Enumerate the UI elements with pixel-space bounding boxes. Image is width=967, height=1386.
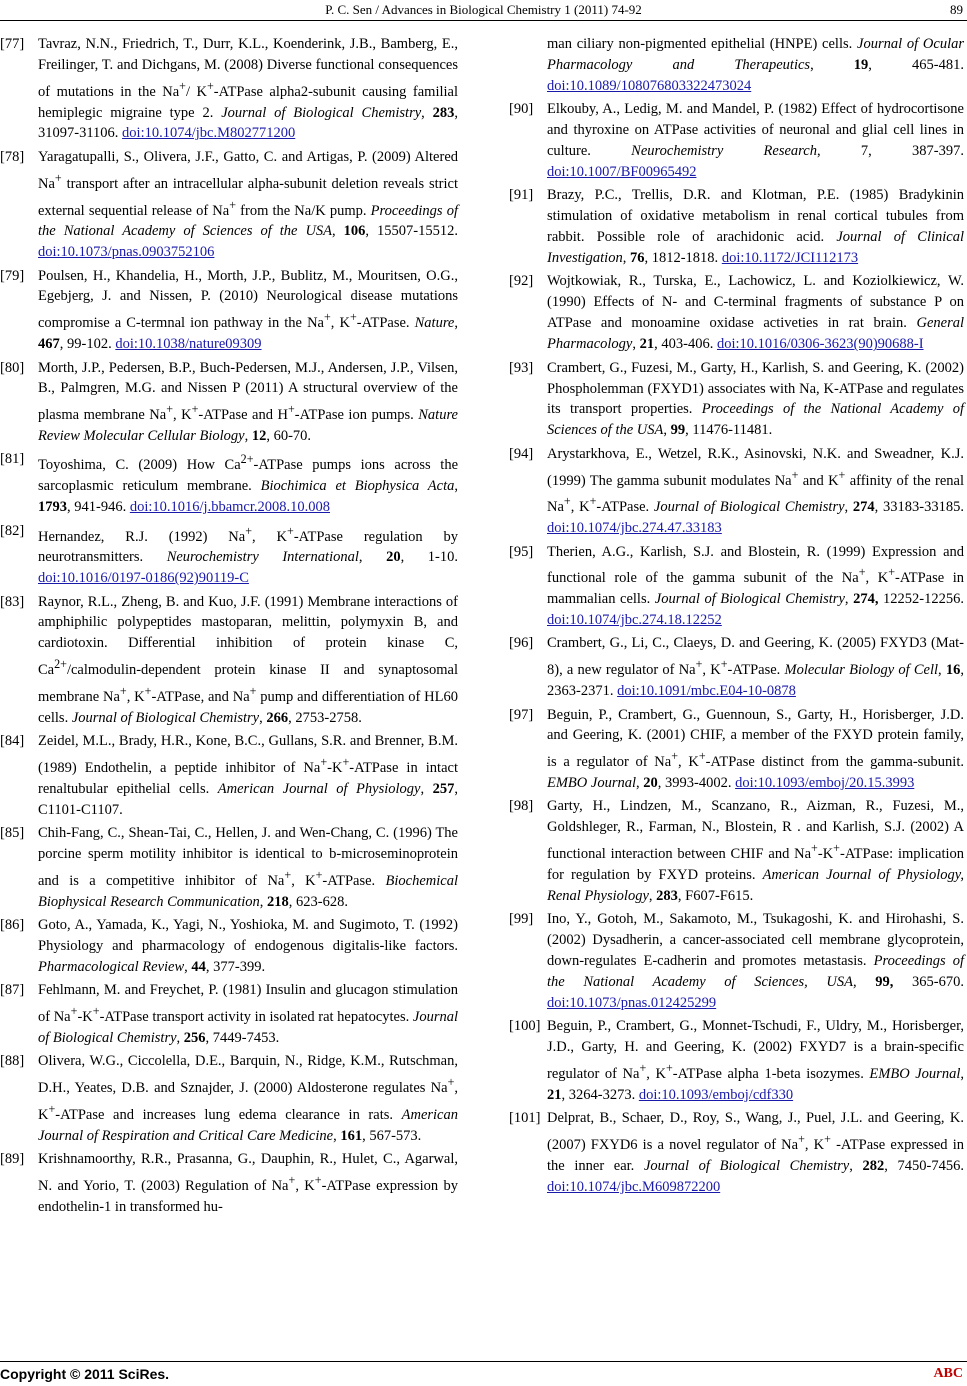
reference-text: Krishnamoorthy, R.R., Prasanna, G., Dauphin, R., Hulet, C., Agarwal, N. and Yorio, T. (2003) Regulation of Na+, K+-ATPase expression by endothelin-1 in transformed hu-	[38, 1151, 458, 1215]
reference-number: [89]	[0, 1151, 25, 1168]
reference-entry	[0, 34, 458, 144]
doi-link[interactable]: doi:10.1172/JCI112173	[721, 250, 859, 267]
reference-text: man ciliary non-pigmented epithelial (HNPE) cells. Journal of Ocular Pharmacology and Therapeutics, 19, 465-481. doi:10.1089/108076803322473024	[547, 36, 964, 94]
reference-number: [79]	[0, 267, 25, 284]
reference-entry	[509, 1108, 964, 1197]
doi-link[interactable]: doi:10.1093/emboj/20.15.3993	[735, 775, 915, 792]
doi-link[interactable]: doi:10.1016/0306-3623(90)90688-I	[716, 336, 924, 353]
reference-text: Tavraz, N.N., Friedrich, T., Durr, K.L., Koenderink, J.B., Bamberg, E., Freilinger, T. and Dichgans, M. (2008) Diverse functional consequences of mutations in the Na+/ K+-ATPase alpha2-subunit causing familial hemiplegic migraine type 2. Journal of Biological Chemistry, 283, 31097-31106. doi:10.1074/jbc.M802771200	[38, 36, 459, 142]
reference-entry	[509, 185, 964, 269]
reference-text: Brazy, P.C., Trellis, D.R. and Klotman, P.E. (1985) Bradykinin stimulation of oxidative metabolism in renal cortical tubules from rabbit. Possible role of arachidonic acid. Journal of Clinical Investigation, 76, 1812-1818. doi:10.1172/JCI112173	[547, 187, 964, 267]
reference-number: [101]	[509, 1110, 541, 1127]
footer-divider	[0, 1361, 967, 1362]
running-title: P. C. Sen / Advances in Biological Chemistry 1 (2011) 74-92	[325, 2, 642, 17]
doi-link[interactable]: doi:10.1093/emboj/cdf330	[638, 1086, 794, 1103]
reference-text: Fehlmann, M. and Freychet, P. (1981) Insulin and glucagon stimulation of Na+-K+-ATPase transport activity in isolated rat hepatocytes. Journal of Biological Chemistry, 256, 7449-7453.	[38, 982, 458, 1046]
reference-number	[509, 34, 547, 97]
page-number: 89	[950, 2, 963, 17]
reference-number: [95]	[509, 543, 534, 560]
reference-entry	[0, 592, 458, 729]
reference-text: Beguin, P., Crambert, G., Guennoun, S., Garty, H., Horisberger, J.D. and Geering, K. (2001) CHIF, a member of the FXYD protein family, is a regulator of Na+, K+-ATPase distinct from the gamma-subunit. EMBO Journal, 20, 3993-4002. doi:10.1093/emboj/20.15.3993	[547, 706, 964, 792]
reference-text: Garty, H., Lindzen, M., Scanzano, R., Aizman, R., Fuzesi, M., Goldshleger, R., Farman, N., Blostein, R . and Karlish, S.J. (2002) A functional interaction between CHIF and Na+-K+-ATPase: implication for regulation by FXYD proteins. American Journal of Physiology, Renal Physiology, 283, F607-F615.	[547, 798, 964, 904]
reference-text: Crambert, G., Fuzesi, M., Garty, H., Karlish, S. and Geering, K. (2002) Phospholemman (FXYD1) associates with Na, K-ATPase and regulates its transport properties. Proceedings of the National Academy of Sciences of the USA, 99, 11476-11481.	[547, 359, 964, 439]
reference-text: Morth, J.P., Pedersen, B.P., Buch-Pedersen, M.J., Andersen, J.P., Vilsen, B., Palmgren, M.G. and Nissen P (2011) A structural overview of the plasma membrane Na+, K+-ATPase and H+-ATPase ion pumps. Nature Review Molecular Cellular Biology, 12, 60-70.	[38, 359, 458, 445]
reference-number: [88]	[0, 1053, 25, 1070]
reference-entry	[0, 980, 458, 1049]
reference-entry	[509, 271, 964, 355]
reference-entry	[0, 521, 458, 590]
reference-text: Beguin, P., Crambert, G., Monnet-Tschudi, F., Uldry, M., Horisberger, J.D., Garty, H. and Geering, K. (2002) FXYD7 is a brain-specific regulator of Na+, K+-ATPase alpha 1-beta isozymes. EMBO Journal, 21, 3264-3273. doi:10.1093/emboj/cdf330	[547, 1018, 964, 1103]
reference-entry	[509, 99, 964, 183]
reference-text: Crambert, G., Li, C., Claeys, D. and Geering, K. (2005) FXYD3 (Mat-8), a new regulator of Na+, K+-ATPase. Molecular Biology of Cell, 16, 2363-2371. doi:10.1091/mbc.E04-10-0878	[547, 635, 964, 700]
reference-text: Olivera, W.G., Ciccolella, D.E., Barquin, N., Ridge, K.M., Rutschman, D.H., Yeates, D.B. and Sznajder, J. (2000) Aldosterone regulates Na+, K+-ATPase and increases lung edema clearance in rats. American Journal of Respiration and Critical Care Medicine, 161, 567-573.	[38, 1053, 458, 1144]
reference-number: [84]	[0, 733, 25, 750]
reference-number: [98]	[509, 798, 534, 815]
doi-link[interactable]: doi:10.1073/pnas.012425299	[547, 994, 717, 1011]
reference-number: [93]	[509, 359, 534, 376]
doi-link[interactable]: doi:10.1089/108076803322473024	[547, 77, 752, 94]
reference-entry	[0, 266, 458, 355]
page-header	[0, 0, 967, 22]
reference-entry	[509, 909, 964, 1014]
reference-text: Zeidel, M.L., Brady, H.R., Kone, B.C., Gullans, S.R. and Brenner, B.M. (1989) Endothelin, a peptide inhibitor of Na+-K+-ATPase in intact renaltubular epithelial cells. American Journal of Physiology, 257, C1101-C1107.	[38, 733, 458, 818]
reference-entry	[509, 444, 964, 539]
reference-text: Yaragatupalli, S., Olivera, J.F., Gatto, C. and Artigas, P. (2009) Altered Na+ transport after an intracellular alpha-subunit deletion reveals strict external sequential release of Na+ from the Na/K pump. Proceedings of the National Academy of Sciences of the USA, 106, 15507-15512. doi:10.1073/pnas.0903752106	[38, 148, 458, 261]
reference-entry	[509, 358, 964, 442]
reference-text: Goto, A., Yamada, K., Yagi, N., Yoshioka, M. and Sugimoto, T. (1992) Physiology and pharmacology of endogenous digitalis-like factors. Pharmacological Review, 44, 377-399.	[38, 917, 458, 975]
reference-text: Hernandez, R.J. (1992) Na+, K+-ATPase regulation by neurotransmitters. Neurochemistry International, 20, 1-10. doi:10.1016/0197-0186(92)90119-C	[38, 523, 458, 587]
reference-entry	[0, 1051, 458, 1146]
reference-number: [100]	[509, 1018, 541, 1035]
doi-link[interactable]: doi:10.1091/mbc.E04-10-0878	[617, 683, 796, 700]
reference-number: [78]	[0, 148, 25, 165]
doi-link[interactable]: doi:10.1074/jbc.274.47.33183	[547, 520, 722, 537]
journal-abbreviation: ABC	[933, 1366, 963, 1381]
reference-text: Elkouby, A., Ledig, M. and Mandel, P. (1982) Effect of hydrocortisone and thyroxine on ATPase activities of neuronal and glial cell lines in culture. Neurochemistry Research, 7, 387-397. doi:10.1007/BF00965492	[547, 101, 964, 180]
reference-number: [77]	[0, 36, 25, 52]
reference-text: Delprat, B., Schaer, D., Roy, S., Wang, J., Puel, J.L. and Geering, K. (2007) FXYD6 is a novel regulator of Na+, K+ -ATPase expressed in the inner ear. Journal of Biological Chemistry, 282, 7450-7456. doi:10.1074/jbc.M609872200	[547, 1110, 964, 1195]
reference-entry	[509, 34, 964, 97]
reference-number: [92]	[509, 273, 534, 290]
reference-entry	[0, 915, 458, 978]
reference-number: [94]	[509, 445, 534, 462]
doi-link[interactable]: doi:10.1074/jbc.274.18.12252	[547, 612, 722, 629]
reference-number: [91]	[509, 187, 534, 204]
doi-link[interactable]: doi:10.1074/jbc.M609872200	[547, 1178, 721, 1195]
reference-number: [87]	[0, 982, 25, 999]
reference-text: Chih-Fang, C., Shean-Tai, C., Hellen, J. and Wen-Chang, C. (1996) The porcine sperm motility inhibitor is identical to b-microseminoprotein and is a competitive inhibitor of Na+, K+-ATPase. Biochemical Biophysical Research Communication, 218, 623-628.	[38, 825, 458, 910]
doi-link[interactable]: doi:10.1038/nature09309	[115, 336, 262, 353]
reference-text: Raynor, R.L., Zheng, B. and Kuo, J.F. (1991) Membrane interactions of amphiphilic polypeptides mastoparan, melittin, polymyxin B, and cardiotoxin. Differential inhibition of protein kinase C, $Ca^{2+}/calmodulin$-dependent protein kinase II and synaptosomal membrane Na+, K+-ATPase, and Na+ pump and differentiation of HL60 cells. Journal of Biological Chemistry, 266, 2753-2758.	[38, 593, 458, 726]
reference-number: [96]	[509, 635, 534, 652]
reference-text: Toyoshima, C. (2009) How $Ca^{2+}$-ATPase pumps ions across the sarcoplasmic reticulum membrane. Biochimica et Biophysica Acta, 1793, 941-946. doi:10.1016/j.bbamcr.2008.10.008	[38, 452, 459, 516]
reference-entry	[509, 796, 964, 906]
reference-entry	[0, 147, 458, 263]
reference-column-right	[509, 34, 964, 1200]
header-divider	[0, 20, 967, 21]
reference-entry	[0, 1149, 458, 1218]
reference-text: Poulsen, H., Khandelia, H., Morth, J.P., Bublitz, M., Mouritsen, O.G., Egebjerg, J. and Nissen, P. (2010) Neurological disease mutations compromise a C-termnal ion pathway in the Na+, K+-ATPase. Nature, 467, 99-102. doi:10.1038/nature09309	[38, 267, 458, 353]
reference-entry	[0, 358, 458, 447]
doi-link[interactable]: doi:10.1016/j.bbamcr.2008.10.008	[129, 499, 331, 516]
reference-entry	[509, 633, 964, 702]
reference-entry	[0, 449, 458, 518]
reference-entry	[509, 542, 964, 631]
doi-link[interactable]: doi:10.1073/pnas.0903752106	[38, 244, 215, 261]
doi-link[interactable]: doi:10.1007/BF00965492	[547, 163, 697, 180]
doi-link[interactable]: doi:10.1074/jbc.M802771200	[122, 125, 296, 142]
reference-number: [81]	[0, 451, 25, 468]
reference-entry	[0, 823, 458, 912]
reference-number: [86]	[0, 917, 25, 934]
copyright-notice: Copyright © 2011 SciRes.	[0, 1366, 170, 1382]
reference-text: Arystarkhova, E., Wetzel, R.K., Asinovski, N.K. and Sweadner, K.J. (1999) The gamma subunit modulates Na+ and K+ affinity of the renal Na+, K+-ATPase. Journal of Biological Chemistry, 274, 33183-33185. doi:10.1074/jbc.274.47.33183	[547, 445, 964, 537]
reference-text: Wojtkowiak, R., Turska, E., Lachowicz, L. and Koziolkiewicz, W. (1990) Effects of N- and C-terminal fragments of substance P on ATPase and monoamine oxidase activeties in rat brain. General Pharmacology, 21, 403-406. doi:10.1016/0306-3623(90)90688-I	[547, 273, 964, 353]
reference-number: [83]	[0, 593, 25, 610]
reference-text: Ino, Y., Gotoh, M., Sakamoto, M., Tsukagoshi, K. and Hirohashi, S. (2002) Dysadherin, a cancer-associated cell membrane glycoprotein, down-regulates E-cadherin and promotes metastasis. Proceedings of the National Academy of Sciences, USA, 99, 365-670. doi:10.1073/pnas.012425299	[547, 911, 964, 1011]
reference-number: [99]	[509, 911, 534, 928]
reference-entry	[509, 705, 964, 794]
reference-text: Therien, A.G., Karlish, S.J. and Blostein, R. (1999) Expression and functional role of the gamma subunit of the Na+, K+-ATPase in mammalian cells. Journal of Biological Chemistry, 274, 12252-12256. doi:10.1074/jbc.274.18.12252	[547, 543, 964, 629]
reference-number: [97]	[509, 706, 534, 723]
reference-entry	[509, 1016, 964, 1105]
reference-number: [90]	[509, 101, 534, 118]
reference-number: [80]	[0, 359, 25, 376]
doi-link[interactable]: doi:10.1016/0197-0186(92)90119-C	[38, 570, 249, 587]
reference-column-left	[0, 34, 458, 1220]
reference-number: [85]	[0, 825, 25, 842]
reference-number: [82]	[0, 522, 25, 539]
reference-entry	[0, 731, 458, 820]
